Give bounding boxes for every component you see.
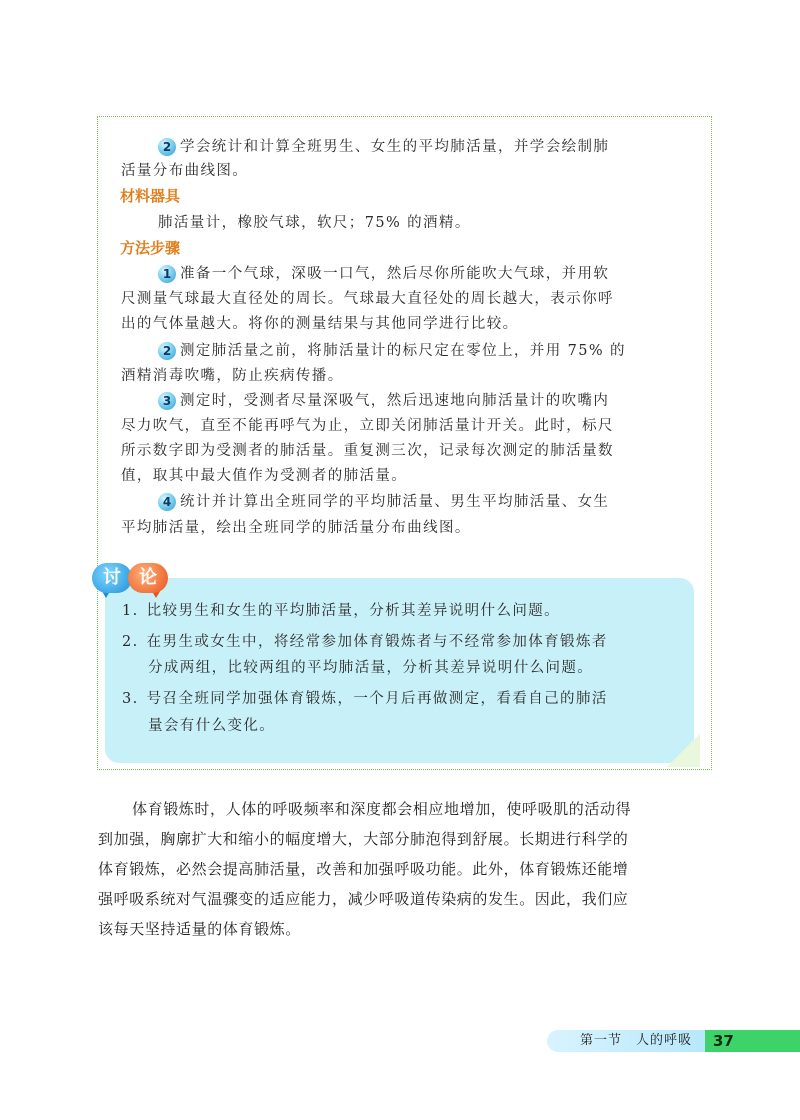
discussion-item-2: 2. 在男生或女生中，将经常参加体育锻炼者与不经常参加体育锻炼者 [122, 634, 608, 650]
body-line-4: 强呼吸系统对气温骤变的适应能力，减少呼吸道传染病的发生。因此，我们应 [98, 890, 629, 908]
step-1-line-2: 尺测量气球最大直径处的周长。气球最大直径处的周长越大，表示你呼 [121, 291, 614, 307]
footer-section-title: 第一节 人的呼吸 [580, 1033, 693, 1048]
discussion-label-bubble-1: 讨 [92, 563, 132, 593]
discussion-item-3: 3. 号召全班同学加强体育锻炼，一个月后再做测定，看看自己的肺活 [122, 691, 608, 707]
step-3-line-3: 所示数字即为受测者的肺活量。重复测三次，记录每次测定的肺活量数 [121, 443, 614, 459]
step-2-line-1: 2 测定肺活量之前，将肺活量计的标尺定在零位上，并用 75% 的 [158, 341, 626, 361]
body-line-2: 到加强，胸廓扩大和缩小的幅度增大，大部分肺泡得到舒展。长期进行科学的 [98, 830, 629, 848]
page-number: 37 [705, 1030, 800, 1052]
step-4-line-2: 平均肺活量，绘出全班同学的肺活量分布曲线图。 [121, 520, 471, 536]
page-fold-corner [668, 733, 700, 767]
step-3-line-2: 尽力吹气，直至不能再呼气为止，立即关闭肺活量计开关。此时，标尺 [121, 418, 614, 434]
step-3-line-4: 值，取其中最大值作为受测者的肺活量。 [121, 468, 408, 484]
step-1-line-3: 出的气体量越大。将你的测量结果与其他同学进行比较。 [121, 316, 519, 332]
discussion-item-3-cont: 量会有什么变化。 [148, 718, 276, 734]
step-1-line-1: 1 准备一个气球，深吸一口气，然后尽你所能吹大气球，并用软 [158, 264, 609, 284]
step-number-badge: 2 [158, 342, 176, 360]
discussion-item-2-cont: 分成两组，比较两组的平均肺活量，分析其差异说明什么问题。 [148, 660, 594, 676]
body-line-5: 该每天坚持适量的体育锻炼。 [98, 920, 301, 938]
step-3-line-1: 3 测定时，受测者尽量深吸气，然后迅速地向肺活量计的吹嘴内 [158, 391, 609, 411]
step-number-badge: 3 [158, 392, 176, 410]
materials-text: 肺活量计，橡胶气球，软尺；75% 的酒精。 [158, 215, 471, 231]
discussion-item-1: 1. 比较男生和女生的平均肺活量，分析其差异说明什么问题。 [122, 603, 561, 619]
step-number-badge: 1 [158, 265, 176, 283]
materials-heading: 材料器具 [120, 187, 181, 205]
body-line-3: 体育锻炼，必然会提高肺活量，改善和加强呼吸功能。此外，体育锻炼还能增 [98, 860, 629, 878]
body-line-1: 体育锻炼时，人体的呼吸频率和深度都会相应地增加，使呼吸肌的活动得 [132, 800, 632, 818]
step-2-line-2: 酒精消毒吹嘴，防止疾病传播。 [121, 368, 344, 384]
step-number-badge: 4 [158, 493, 176, 511]
step-4-line-1: 4 统计并计算出全班同学的平均肺活量、男生平均肺活量、女生 [158, 492, 609, 512]
objective-2-line-1: 2 学会统计和计算全班男生、女生的平均肺活量，并学会绘制肺 [158, 137, 609, 157]
discussion-label-bubble-2: 论 [128, 563, 168, 593]
step-number-badge: 2 [158, 138, 176, 156]
method-heading: 方法步骤 [120, 239, 181, 257]
objective-2-line-2: 活量分布曲线图。 [121, 163, 249, 179]
